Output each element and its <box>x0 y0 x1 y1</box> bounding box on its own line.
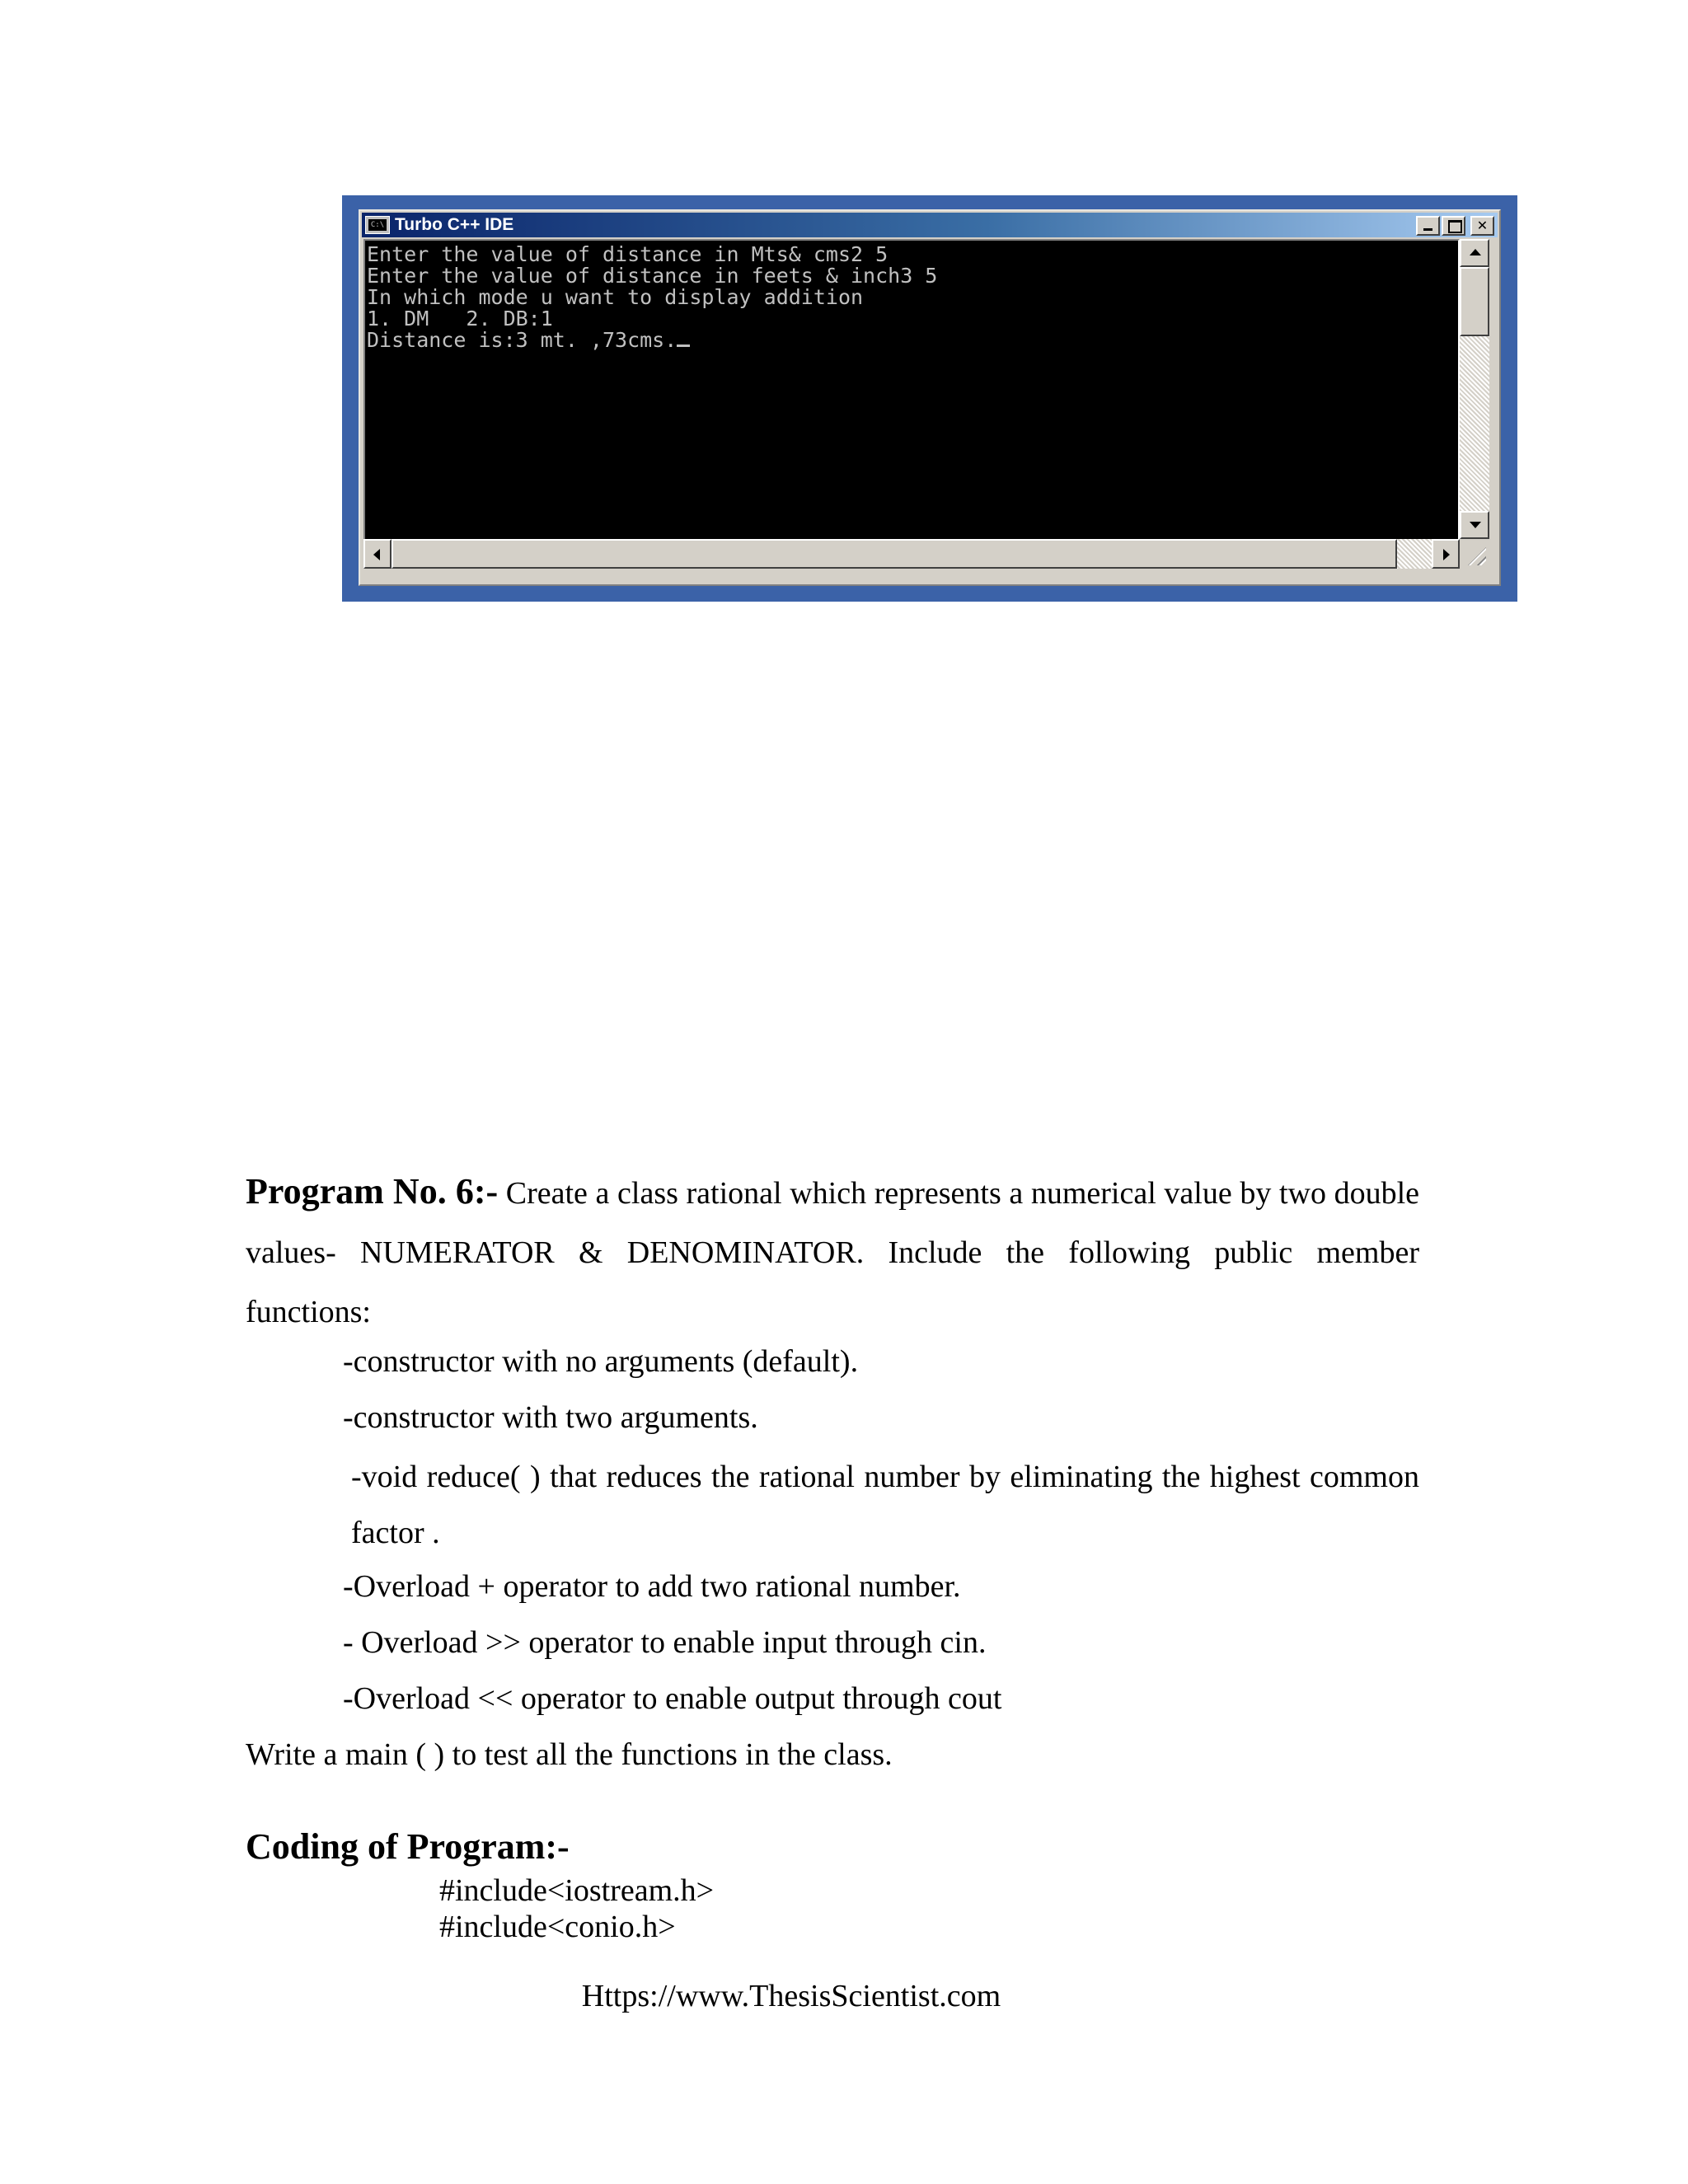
code-line: #include<iostream.h> <box>439 1873 715 1908</box>
horizontal-scroll-thumb[interactable] <box>392 539 1397 569</box>
vertical-scrollbar[interactable] <box>1460 239 1489 539</box>
resize-grip-icon[interactable] <box>1460 539 1489 569</box>
text-cursor <box>677 330 690 347</box>
program-description-text: Create a class rational which represents a numerical value by two double values- NUMERATOR & DENOMINATOR. Include the following public member functions: <box>246 1176 1419 1329</box>
vertical-scroll-thumb[interactable] <box>1460 267 1489 336</box>
arrow-down-icon <box>1470 522 1481 528</box>
list-item: -constructor with two arguments. <box>343 1400 758 1435</box>
footer-url: Https://www.ThesisScientist.com <box>581 1979 1001 2013</box>
close-icon: ✕ <box>1476 218 1489 233</box>
arrow-right-icon <box>1443 549 1450 560</box>
console-line: In which mode u want to display addition <box>367 285 864 309</box>
program-number: Program No. 6:- <box>246 1171 499 1212</box>
list-item: - Overload >> operator to enable input through cin. <box>343 1625 987 1660</box>
close-button[interactable] <box>1470 216 1494 236</box>
window-title: Turbo C++ IDE <box>395 215 514 234</box>
scroll-up-button[interactable] <box>1460 239 1489 267</box>
arrow-up-icon <box>1470 249 1481 255</box>
scroll-down-button[interactable] <box>1460 511 1489 539</box>
console-line-text: Distance is:3 mt. ,73cms. <box>367 328 678 352</box>
console-line-last <box>367 330 1458 351</box>
list-item: -constructor with no arguments (default). <box>343 1344 859 1379</box>
scroll-left-button[interactable] <box>363 539 392 569</box>
console-app-icon: C:\ <box>365 216 390 234</box>
maximize-button[interactable] <box>1442 216 1465 236</box>
closing-instruction: Write a main ( ) to test all the functions in the class. <box>246 1737 893 1772</box>
code-line: #include<conio.h> <box>439 1910 676 1944</box>
arrow-left-icon <box>373 549 380 560</box>
title-bar <box>362 213 1498 237</box>
minimize-button[interactable] <box>1416 216 1440 236</box>
program-description <box>246 1162 1419 1342</box>
list-item: -Overload + operator to add two rational number. <box>343 1569 961 1604</box>
list-item: -Overload << operator to enable output through cout <box>343 1681 1002 1716</box>
console-window <box>359 209 1501 586</box>
console-line: 1. DM 2. DB:1 <box>367 307 553 330</box>
scroll-right-button[interactable] <box>1432 539 1460 569</box>
horizontal-scrollbar[interactable] <box>363 539 1460 569</box>
console-line: Enter the value of distance in Mts& cms2 5 <box>367 242 889 266</box>
console-line: Enter the value of distance in feets & inch3 5 <box>367 264 938 288</box>
list-item: -void reduce( ) that reduces the rational number by eliminating the highest common factor . <box>351 1460 1419 1550</box>
minimize-icon <box>1423 228 1432 231</box>
console-output[interactable] <box>363 239 1460 539</box>
maximize-icon <box>1448 220 1462 233</box>
coding-heading: Coding of Program:- <box>246 1826 570 1867</box>
console-window-screenshot <box>342 195 1517 602</box>
